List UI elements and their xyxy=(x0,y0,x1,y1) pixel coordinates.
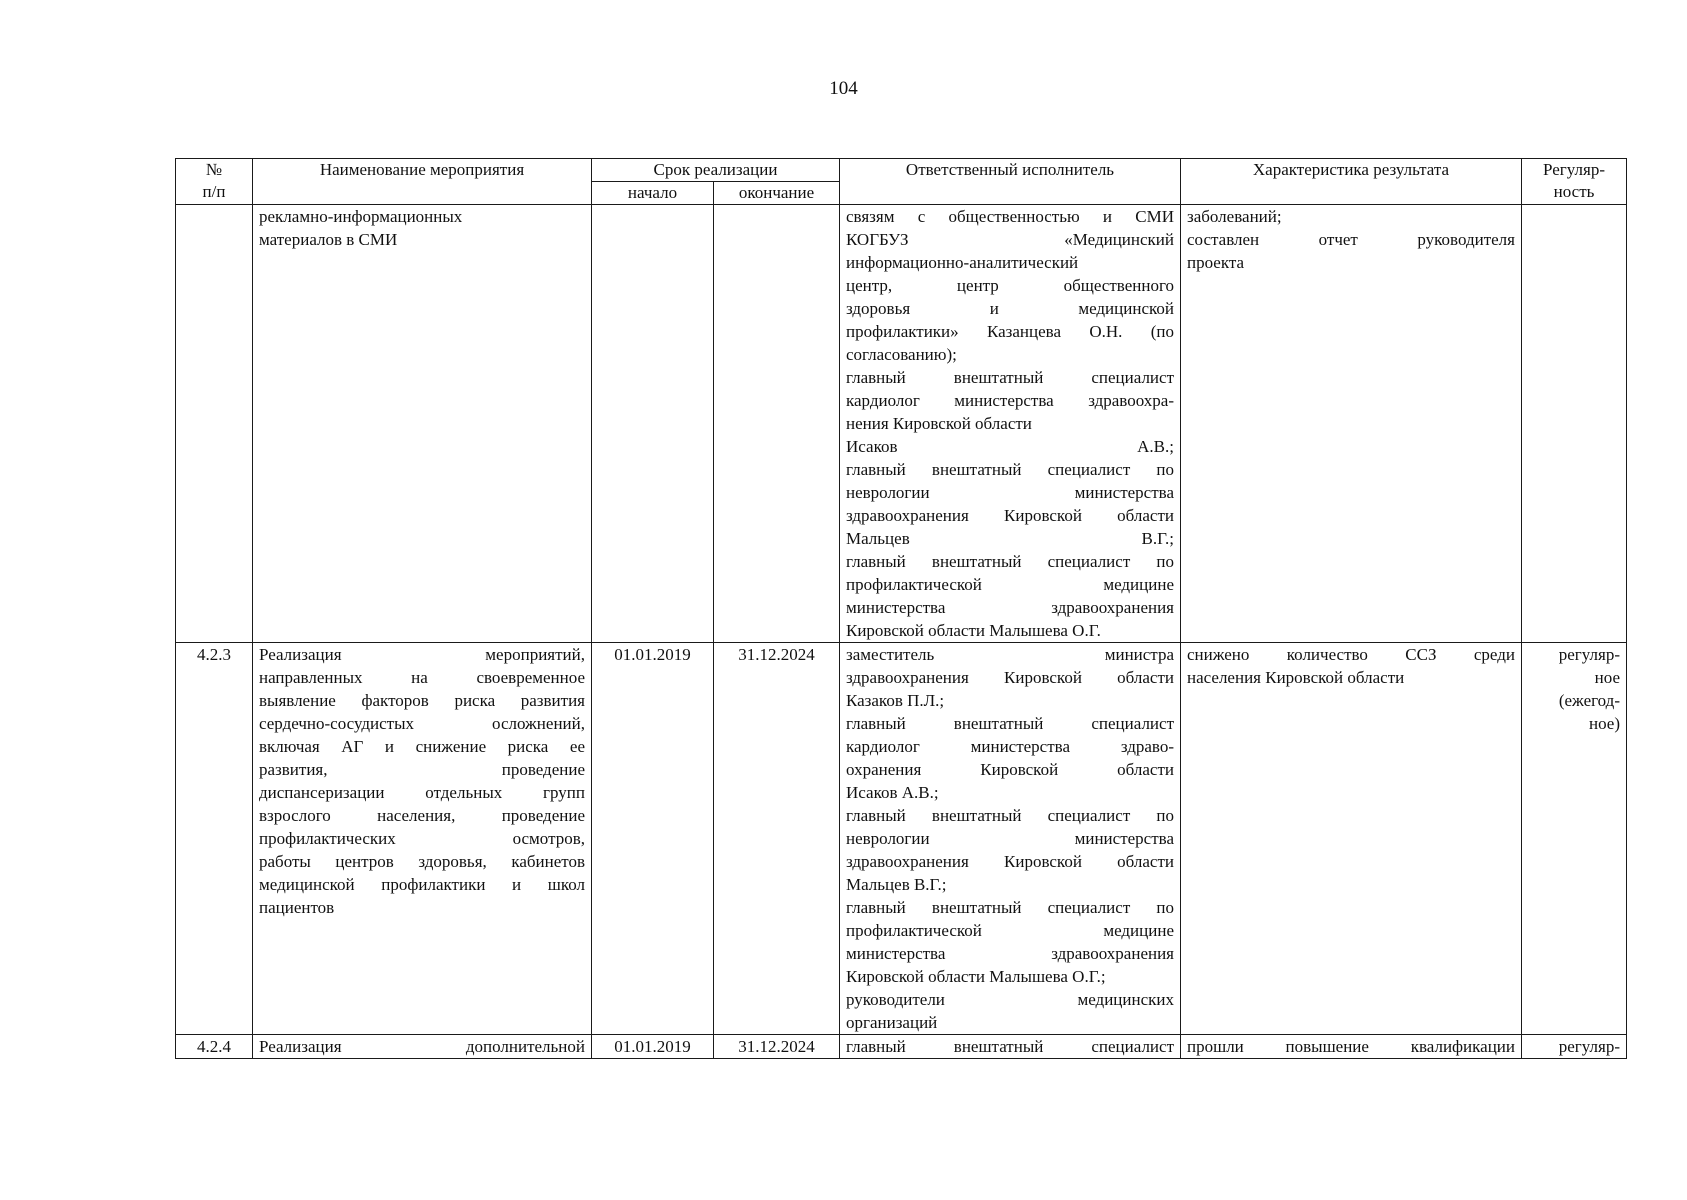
page-number: 104 xyxy=(829,78,858,99)
responsible-line: организаций xyxy=(846,1013,938,1032)
responsible-line: неврологии министерства xyxy=(846,483,1174,502)
name-line: Реализация мероприятий, xyxy=(259,645,585,664)
name-line: медицинской профилактики и школ xyxy=(259,875,585,894)
name-line: развития, проведение xyxy=(259,760,585,779)
result-line: заболеваний; xyxy=(1187,207,1282,226)
name-line: рекламно-информационных xyxy=(259,207,463,226)
responsible-line: главный внештатный специалист по xyxy=(846,898,1174,917)
responsible-line: связям с общественностью и СМИ xyxy=(846,207,1174,226)
responsible-line: министерства здравоохранения xyxy=(846,598,1174,617)
header-regularity: Регуляр- ность xyxy=(1522,159,1627,205)
table-row xyxy=(176,205,1627,643)
responsible-line: неврологии министерства xyxy=(846,829,1174,848)
header-end: окончание xyxy=(714,182,840,205)
regularity-line: регуляр- xyxy=(1558,645,1620,664)
responsible-line: информационно-аналитический xyxy=(846,253,1079,272)
responsible-line: главный внештатный специалист по xyxy=(846,552,1174,571)
name-line: материалов в СМИ xyxy=(259,230,398,249)
responsible-line: Кировской области Малышева О.Г.; xyxy=(846,967,1106,986)
cell-responsible xyxy=(840,205,1181,643)
responsible-line: министерства здравоохранения xyxy=(846,944,1174,963)
responsible-line: Исаков А.В.; xyxy=(846,437,1174,456)
cell-end-date: 31.12.2024 xyxy=(714,643,840,1035)
header-row xyxy=(176,159,1627,182)
header-num: № п/п xyxy=(176,159,253,205)
cell-num: 4.2.4 xyxy=(176,1035,253,1059)
header-name: Наименование мероприятия xyxy=(253,159,592,205)
regularity-line: ное xyxy=(1594,668,1620,687)
cell-num xyxy=(176,205,253,643)
responsible-line: главный внештатный специалист xyxy=(846,1037,1174,1056)
header-responsible: Ответственный исполнитель xyxy=(840,159,1181,205)
responsible-line: профилактической медицине xyxy=(846,921,1174,940)
name-line: работы центров здоровья, кабинетов xyxy=(259,852,585,871)
name-line: сердечно-сосудистых осложнений, xyxy=(259,714,585,733)
header-result: Характеристика результата xyxy=(1181,159,1522,205)
responsible-line: Мальцев В.Г.; xyxy=(846,875,947,894)
responsible-line: здоровья и медицинской xyxy=(846,299,1174,318)
responsible-line: здравоохранения Кировской области xyxy=(846,852,1174,871)
name-line: пациентов xyxy=(259,898,335,917)
name-line: выявление факторов риска развития xyxy=(259,691,585,710)
regularity-line: ное) xyxy=(1588,714,1620,733)
cell-result xyxy=(1181,205,1522,643)
header-start: начало xyxy=(592,182,714,205)
responsible-line: охранения Кировской области xyxy=(846,760,1174,779)
result-line: составлен отчет руководителя xyxy=(1187,230,1515,249)
cell-name xyxy=(253,643,592,1035)
header-period: Срок реализации xyxy=(592,159,840,182)
responsible-line: Исаков А.В.; xyxy=(846,783,939,802)
name-line: Реализация дополнительной xyxy=(259,1037,585,1056)
regularity-line: регуляр- xyxy=(1558,1037,1620,1056)
responsible-line: Кировской области Малышева О.Г. xyxy=(846,621,1101,640)
cell-start-date: 01.01.2019 xyxy=(592,643,714,1035)
cell-end-date xyxy=(714,205,840,643)
cell-start-date: 01.01.2019 xyxy=(592,1035,714,1059)
responsible-line: здравоохранения Кировской области xyxy=(846,506,1174,525)
cell-name xyxy=(253,1035,592,1059)
responsible-line: профилактики» Казанцева О.Н. (по xyxy=(846,322,1174,341)
regularity-line: (ежегод- xyxy=(1558,691,1620,710)
responsible-line: здравоохранения Кировской области xyxy=(846,668,1174,687)
result-line: населения Кировской области xyxy=(1187,668,1405,687)
responsible-line: Мальцев В.Г.; xyxy=(846,529,1174,548)
responsible-line: кардиолог министерства здравоохра- xyxy=(846,391,1174,410)
measures-table xyxy=(175,158,1627,1059)
responsible-line: главный внештатный специалист xyxy=(846,368,1174,387)
responsible-line: заместитель министра xyxy=(846,645,1174,664)
responsible-line: главный внештатный специалист xyxy=(846,714,1174,733)
responsible-line: центр, центр общественного xyxy=(846,276,1174,295)
cell-end-date: 31.12.2024 xyxy=(714,1035,840,1059)
cell-regularity xyxy=(1522,643,1627,1035)
cell-responsible xyxy=(840,643,1181,1035)
result-line: проекта xyxy=(1187,253,1245,272)
cell-result xyxy=(1181,643,1522,1035)
cell-regularity xyxy=(1522,205,1627,643)
responsible-line: руководители медицинских xyxy=(846,990,1174,1009)
cell-name xyxy=(253,205,592,643)
responsible-line: согласованию); xyxy=(846,345,957,364)
responsible-line: главный внештатный специалист по xyxy=(846,806,1174,825)
name-line: направленных на своевременное xyxy=(259,668,585,687)
name-line: включая АГ и снижение риска ее xyxy=(259,737,585,756)
cell-start-date xyxy=(592,205,714,643)
result-line: снижено количество ССЗ среди xyxy=(1187,645,1515,664)
responsible-line: нения Кировской области xyxy=(846,414,1032,433)
cell-num: 4.2.3 xyxy=(176,643,253,1035)
result-line: прошли повышение квалификации xyxy=(1187,1037,1515,1056)
cell-regularity xyxy=(1522,1035,1627,1059)
responsible-line: Казаков П.Л.; xyxy=(846,691,945,710)
responsible-line: кардиолог министерства здраво- xyxy=(846,737,1174,756)
name-line: профилактических осмотров, xyxy=(259,829,585,848)
responsible-line: главный внештатный специалист по xyxy=(846,460,1174,479)
name-line: диспансеризации отдельных групп xyxy=(259,783,585,802)
name-line: взрослого населения, проведение xyxy=(259,806,585,825)
responsible-line: КОГБУЗ «Медицинский xyxy=(846,230,1174,249)
cell-responsible xyxy=(840,1035,1181,1059)
table-row xyxy=(176,1035,1627,1059)
cell-result xyxy=(1181,1035,1522,1059)
responsible-line: профилактической медицине xyxy=(846,575,1174,594)
table-row xyxy=(176,643,1627,1035)
